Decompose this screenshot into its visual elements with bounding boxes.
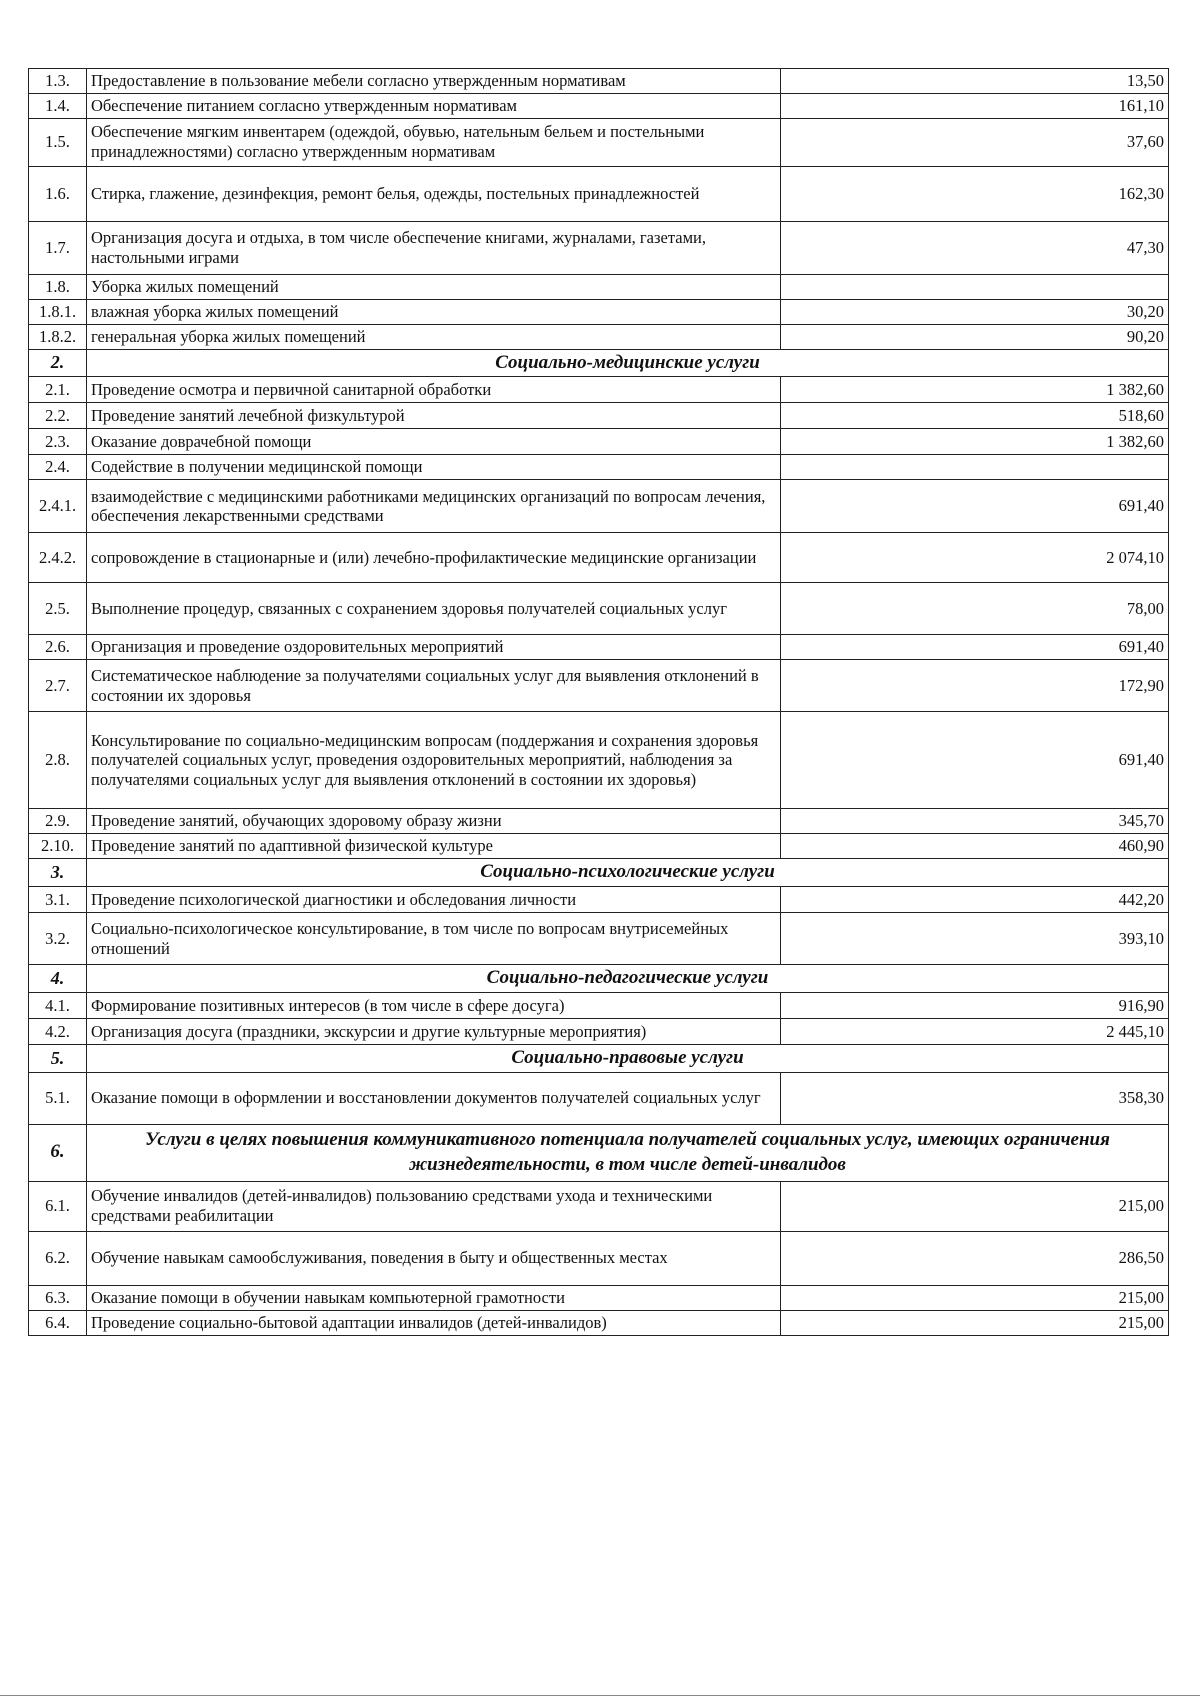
service-price: 2 445,10 — [781, 1018, 1169, 1044]
row-number: 4.1. — [29, 992, 87, 1018]
service-name: Стирка, глажение, дезинфекция, ремонт белья, одежды, постельных принадлежностей — [87, 166, 781, 221]
service-name: генеральная уборка жилых помещений — [87, 324, 781, 349]
service-name: Предоставление в пользование мебели согласно утвержденным нормативам — [87, 69, 781, 94]
service-price — [781, 274, 1169, 299]
service-price: 442,20 — [781, 887, 1169, 913]
service-name: Обеспечение питанием согласно утвержденным нормативам — [87, 93, 781, 118]
service-name: Проведение занятий по адаптивной физической культуре — [87, 834, 781, 859]
service-name: Проведение социально-бытовой адаптации инвалидов (детей-инвалидов) — [87, 1310, 781, 1335]
row-number: 2. — [29, 349, 87, 377]
table-row — [29, 635, 1169, 660]
table-row — [29, 274, 1169, 299]
service-name: Формирование позитивных интересов (в том числе в сфере досуга) — [87, 992, 781, 1018]
service-name: Оказание доврачебной помощи — [87, 429, 781, 455]
section-title: Социально-медицинские услуги — [87, 349, 1169, 377]
row-number: 3.2. — [29, 913, 87, 965]
service-name: Уборка жилых помещений — [87, 274, 781, 299]
row-number: 3. — [29, 859, 87, 887]
row-number: 1.8.2. — [29, 324, 87, 349]
table-row — [29, 1072, 1169, 1124]
service-price: 393,10 — [781, 913, 1169, 965]
table-row — [29, 480, 1169, 533]
service-name: Систематическое наблюдение за получателями социальных услуг для выявления отклонений в состоянии их здоровья — [87, 660, 781, 712]
section-title: Услуги в целях повышения коммуникативного потенциала получателей социальных услуг, имеющих ограничения жизнедеятельности, в том числе детей-инвалидов — [87, 1124, 1169, 1181]
service-name: Организация досуга (праздники, экскурсии и другие культурные мероприятия) — [87, 1018, 781, 1044]
section-header-row — [29, 1044, 1169, 1072]
service-name: Содействие в получении медицинской помощи — [87, 455, 781, 480]
service-price: 518,60 — [781, 403, 1169, 429]
row-number: 1.8. — [29, 274, 87, 299]
section-header-row — [29, 349, 1169, 377]
service-price: 460,90 — [781, 834, 1169, 859]
service-name: сопровождение в стационарные и (или) лечебно-профилактические медицинские организации — [87, 533, 781, 583]
service-price: 215,00 — [781, 1310, 1169, 1335]
table-row — [29, 1231, 1169, 1285]
row-number: 2.8. — [29, 712, 87, 809]
service-name: Проведение психологической диагностики и обследования личности — [87, 887, 781, 913]
service-name: Оказание помощи в оформлении и восстановлении документов получателей социальных услуг — [87, 1072, 781, 1124]
table-row — [29, 299, 1169, 324]
row-number: 2.3. — [29, 429, 87, 455]
section-header-row — [29, 859, 1169, 887]
table-row — [29, 455, 1169, 480]
row-number: 5.1. — [29, 1072, 87, 1124]
service-name: Проведение занятий лечебной физкультурой — [87, 403, 781, 429]
row-number: 6.2. — [29, 1231, 87, 1285]
service-price: 47,30 — [781, 221, 1169, 274]
table-row — [29, 992, 1169, 1018]
service-name: Консультирование по социально-медицинским вопросам (поддержания и сохранения здоровья получателей социальных услуг, проведения оздоровительных мероприятий, наблюдения за получателями социальных услуг для выявления отклонений в состоянии их здоровья) — [87, 712, 781, 809]
service-price: 90,20 — [781, 324, 1169, 349]
row-number: 1.3. — [29, 69, 87, 94]
table-row — [29, 221, 1169, 274]
row-number: 3.1. — [29, 887, 87, 913]
row-number: 2.4. — [29, 455, 87, 480]
service-price: 916,90 — [781, 992, 1169, 1018]
service-price: 161,10 — [781, 93, 1169, 118]
section-title: Социально-педагогические услуги — [87, 965, 1169, 993]
row-number: 1.7. — [29, 221, 87, 274]
service-name: Обеспечение мягким инвентарем (одеждой, обувью, нательным бельем и постельными принадлежностями) согласно утвержденным нормативам — [87, 118, 781, 166]
table-row — [29, 403, 1169, 429]
service-price: 358,30 — [781, 1072, 1169, 1124]
row-number: 2.6. — [29, 635, 87, 660]
service-price: 691,40 — [781, 635, 1169, 660]
service-name: Проведение осмотра и первичной санитарной обработки — [87, 377, 781, 403]
table-row — [29, 377, 1169, 403]
service-price: 172,90 — [781, 660, 1169, 712]
table-row — [29, 887, 1169, 913]
table-row — [29, 712, 1169, 809]
service-price: 1 382,60 — [781, 377, 1169, 403]
row-number: 6.1. — [29, 1181, 87, 1231]
row-number: 2.9. — [29, 809, 87, 834]
service-name: Организация досуга и отдыха, в том числе обеспечение книгами, журналами, газетами, настольными играми — [87, 221, 781, 274]
table-row — [29, 69, 1169, 94]
service-price: 162,30 — [781, 166, 1169, 221]
table-row — [29, 809, 1169, 834]
service-price: 345,70 — [781, 809, 1169, 834]
service-price: 78,00 — [781, 583, 1169, 635]
service-price: 691,40 — [781, 480, 1169, 533]
table-row — [29, 660, 1169, 712]
service-price: 37,60 — [781, 118, 1169, 166]
service-price: 30,20 — [781, 299, 1169, 324]
service-name: влажная уборка жилых помещений — [87, 299, 781, 324]
table-row — [29, 1181, 1169, 1231]
section-header-row — [29, 1124, 1169, 1181]
service-price — [781, 455, 1169, 480]
table-row — [29, 1310, 1169, 1335]
section-title: Социально-правовые услуги — [87, 1044, 1169, 1072]
table-row — [29, 913, 1169, 965]
table-row — [29, 533, 1169, 583]
service-name: Организация и проведение оздоровительных мероприятий — [87, 635, 781, 660]
row-number: 1.5. — [29, 118, 87, 166]
service-name: Выполнение процедур, связанных с сохранением здоровья получателей социальных услуг — [87, 583, 781, 635]
row-number: 2.5. — [29, 583, 87, 635]
service-name: Обучение инвалидов (детей-инвалидов) пользованию средствами ухода и техническими средствами реабилитации — [87, 1181, 781, 1231]
service-price: 13,50 — [781, 69, 1169, 94]
row-number: 4. — [29, 965, 87, 993]
table-row — [29, 93, 1169, 118]
service-name: Проведение занятий, обучающих здоровому образу жизни — [87, 809, 781, 834]
row-number: 2.10. — [29, 834, 87, 859]
section-header-row — [29, 965, 1169, 993]
table-row — [29, 118, 1169, 166]
row-number: 2.4.1. — [29, 480, 87, 533]
row-number: 1.4. — [29, 93, 87, 118]
service-name: Социально-психологическое консультирование, в том числе по вопросам внутрисемейных отношений — [87, 913, 781, 965]
service-name: Оказание помощи в обучении навыкам компьютерной грамотности — [87, 1285, 781, 1310]
service-price: 1 382,60 — [781, 429, 1169, 455]
table-body — [29, 69, 1169, 1336]
table-row — [29, 834, 1169, 859]
service-price: 2 074,10 — [781, 533, 1169, 583]
service-name: Обучение навыкам самообслуживания, поведения в быту и общественных местах — [87, 1231, 781, 1285]
table-row — [29, 429, 1169, 455]
service-price: 691,40 — [781, 712, 1169, 809]
row-number: 2.1. — [29, 377, 87, 403]
row-number: 6. — [29, 1124, 87, 1181]
section-title: Социально-психологические услуги — [87, 859, 1169, 887]
row-number: 1.8.1. — [29, 299, 87, 324]
table-row — [29, 166, 1169, 221]
table-row — [29, 324, 1169, 349]
row-number: 1.6. — [29, 166, 87, 221]
row-number: 4.2. — [29, 1018, 87, 1044]
row-number: 2.4.2. — [29, 533, 87, 583]
service-price: 286,50 — [781, 1231, 1169, 1285]
service-price: 215,00 — [781, 1285, 1169, 1310]
row-number: 2.2. — [29, 403, 87, 429]
table-row — [29, 583, 1169, 635]
row-number: 6.4. — [29, 1310, 87, 1335]
services-tariff-table — [28, 68, 1169, 1336]
row-number: 5. — [29, 1044, 87, 1072]
service-price: 215,00 — [781, 1181, 1169, 1231]
page-bottom-line — [0, 1695, 1200, 1696]
service-name: взаимодействие с медицинскими работниками медицинских организаций по вопросам лечения, обеспечения лекарственными средствами — [87, 480, 781, 533]
row-number: 2.7. — [29, 660, 87, 712]
table-row — [29, 1285, 1169, 1310]
table-row — [29, 1018, 1169, 1044]
row-number: 6.3. — [29, 1285, 87, 1310]
